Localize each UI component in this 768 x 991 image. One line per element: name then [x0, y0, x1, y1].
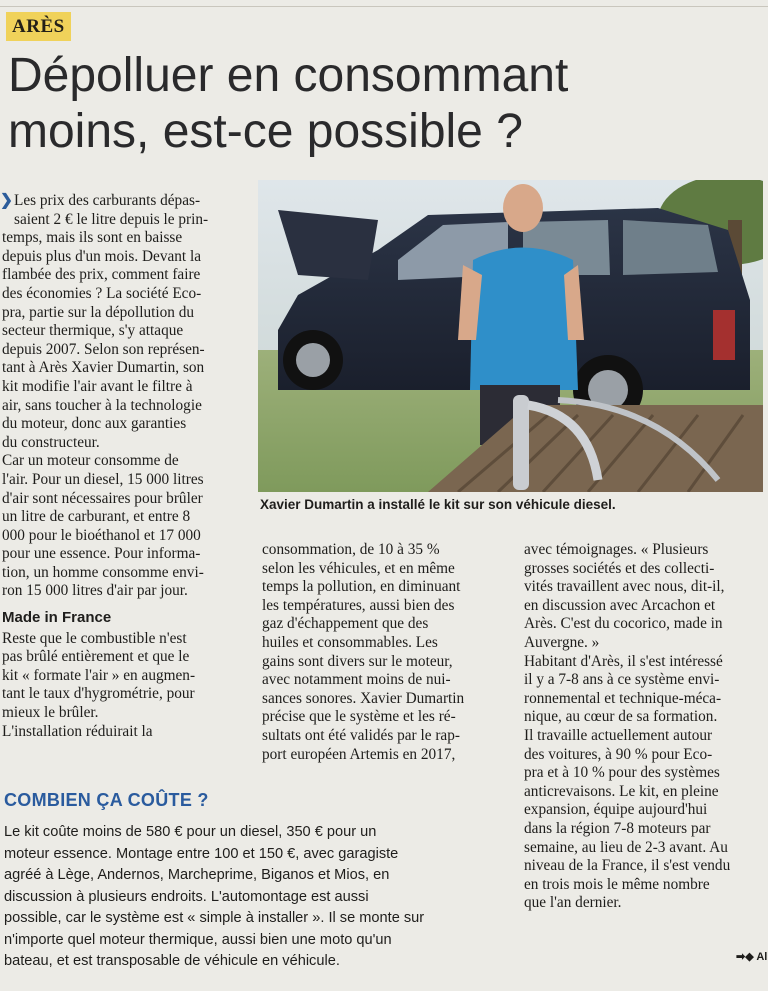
- price-box-line: discussion à plusieurs endroits. L'automontage est aussi: [4, 888, 369, 905]
- headline-line: moins, est-ce possible ?: [8, 105, 523, 158]
- column-3: [524, 541, 768, 913]
- article-line: en trois mois le même nombre: [524, 875, 710, 893]
- article-line: tion, un homme consomme envi-: [2, 563, 204, 581]
- article-line: kit « formate l'air » en augmen-: [2, 666, 196, 684]
- article-line: l'air. Pour un diesel, 15 000 litres: [2, 470, 204, 488]
- article-line: Reste que le combustible n'est: [2, 629, 187, 647]
- article-line: Habitant d'Arès, il s'est intéressé: [524, 652, 723, 670]
- price-box-text: [4, 822, 504, 973]
- article-line: pas brûlé entièrement et que le: [2, 648, 190, 666]
- price-box-title: COMBIEN ÇA COÛTE ?: [4, 790, 209, 810]
- article-headline: [8, 48, 728, 160]
- article-line: il y a 7-8 ans à ce système envi-: [524, 671, 720, 689]
- article-line: Auvergne. »: [524, 633, 600, 651]
- article-line: expansion, équipe aujourd'hui: [524, 801, 708, 819]
- continued-marker: ➡◆ Al: [736, 951, 768, 963]
- article-line: temps, mais ils sont en baisse: [2, 229, 183, 247]
- article-line: des voitures, à 90 % pour Eco-: [524, 745, 713, 763]
- price-box-line: possible, car le système est « simple à installer ». Il se monte sur: [4, 910, 425, 926]
- article-line: flambée des prix, comment faire: [2, 266, 201, 284]
- article-line: mieux le brûler.: [2, 704, 99, 722]
- article-line: Les prix des carburants dépas-: [14, 192, 201, 209]
- price-box-line: agréé à Lège, Andernos, Marcheprime, Biganos et Mios, en: [4, 867, 390, 883]
- article-line: d'air sont nécessaires pour brûler: [2, 489, 203, 507]
- article-line: en discussion avec Arcachon et: [524, 596, 716, 614]
- article-line: nique, au cœur de sa formation.: [524, 708, 718, 726]
- article-line: niveau de la France, il s'est vendu: [524, 857, 731, 875]
- article-line: gaz d'échappement que des: [262, 615, 429, 633]
- article-line: tant le taux d'hygrométrie, pour: [2, 685, 195, 703]
- column-1-text: [2, 192, 238, 601]
- photo-illustration: [258, 180, 763, 492]
- article-line: pour une essence. Pour informa-: [2, 545, 201, 563]
- dropcap-icon: ❯: [0, 192, 13, 209]
- column-2-text: [262, 541, 500, 764]
- article-line: air, sans toucher à la technologie: [2, 396, 202, 414]
- article-line: Il travaille actuellement autour: [524, 726, 713, 744]
- article-line: secteur thermique, s'y attaque: [2, 322, 184, 340]
- article-line: un litre de carburant, et entre 8: [2, 508, 191, 526]
- price-box-line: bateau, et est transposable de véhicule en véhicule.: [4, 953, 340, 969]
- top-rule: [0, 6, 768, 7]
- article-line: avec témoignages. « Plusieurs: [524, 541, 709, 558]
- article-line: saient 2 € le litre depuis le prin-: [14, 210, 209, 228]
- price-box-line: Le kit coûte moins de 580 € pour un diesel, 350 € pour un: [4, 824, 377, 840]
- headline-line: Dépolluer en consommant: [8, 49, 569, 102]
- article-photo: [258, 180, 763, 492]
- article-line: grosses sociétés et des collecti-: [524, 559, 715, 577]
- article-line: dans la région 7-8 moteurs par: [524, 819, 711, 837]
- column-1-text-continued: [2, 630, 238, 742]
- article-line: 000 pour le bioéthanol et 17 000: [2, 526, 201, 544]
- article-line: anticrevaisons. Le kit, en pleine: [524, 782, 719, 800]
- article-line: semaine, au lieu de 2-3 avant. Au: [524, 838, 728, 856]
- article-line: selon les véhicules, et en même: [262, 559, 455, 577]
- article-line: depuis 2007. Selon son représen-: [2, 340, 205, 358]
- column-2: [262, 541, 500, 764]
- price-box-line: n'importe quel moteur thermique, aussi bien une moto qu'un: [4, 931, 392, 948]
- article-line: du moteur, donc aux garanties: [2, 415, 187, 433]
- article-line: ron 15 000 litres d'air par jour.: [2, 582, 188, 600]
- price-box: [4, 822, 504, 973]
- column-1: [2, 192, 238, 741]
- price-box-line: moteur essence. Montage entre 100 et 150 €, avec garagiste: [4, 845, 399, 862]
- article-line: Arès. C'est du cocorico, made in: [524, 615, 723, 633]
- article-line: des économies ? La société Eco-: [2, 284, 202, 302]
- article-line: consommation, de 10 à 35 %: [262, 541, 440, 558]
- article-line: tant à Arès Xavier Dumartin, son: [2, 359, 205, 377]
- article-line: que l'an dernier.: [524, 894, 622, 912]
- article-line: huiles et consommables. Les: [262, 633, 438, 651]
- article-line: précise que le système et les ré-: [262, 708, 456, 726]
- article-line: sultats ont été validés par le rap-: [262, 726, 460, 744]
- article-line: temps la pollution, en diminuant: [262, 578, 461, 596]
- article-line: les températures, aussi bien des: [262, 596, 455, 614]
- article-line: vités travaillent avec nous, dit-il,: [524, 578, 725, 596]
- article-line: pra et à 10 % pour des systèmes: [524, 764, 720, 782]
- article-line: port européen Artemis en 2017,: [262, 745, 456, 763]
- section-tag: ARÈS: [6, 12, 71, 41]
- article-line: Car un moteur consomme de: [2, 452, 179, 470]
- article-line: depuis plus d'un mois. Devant la: [2, 247, 202, 265]
- subhead-made-in-france: Made in France: [2, 609, 112, 627]
- photo-caption: Xavier Dumartin a installé le kit sur son véhicule diesel.: [260, 497, 616, 512]
- article-line: avec notamment moins de nui-: [262, 671, 451, 689]
- column-3-text: [524, 541, 768, 913]
- article-line: pra, partie sur la dépollution du: [2, 303, 195, 321]
- article-line: ronnemental et technique-méca-: [524, 689, 722, 707]
- article-line: L'installation réduirait la: [2, 722, 153, 740]
- article-line: gains sont divers sur le moteur,: [262, 652, 453, 670]
- article-line: kit modifie l'air avant le filtre à: [2, 377, 193, 395]
- article-line: du constructeur.: [2, 433, 100, 451]
- article-line: sances sonores. Xavier Dumartin: [262, 689, 465, 707]
